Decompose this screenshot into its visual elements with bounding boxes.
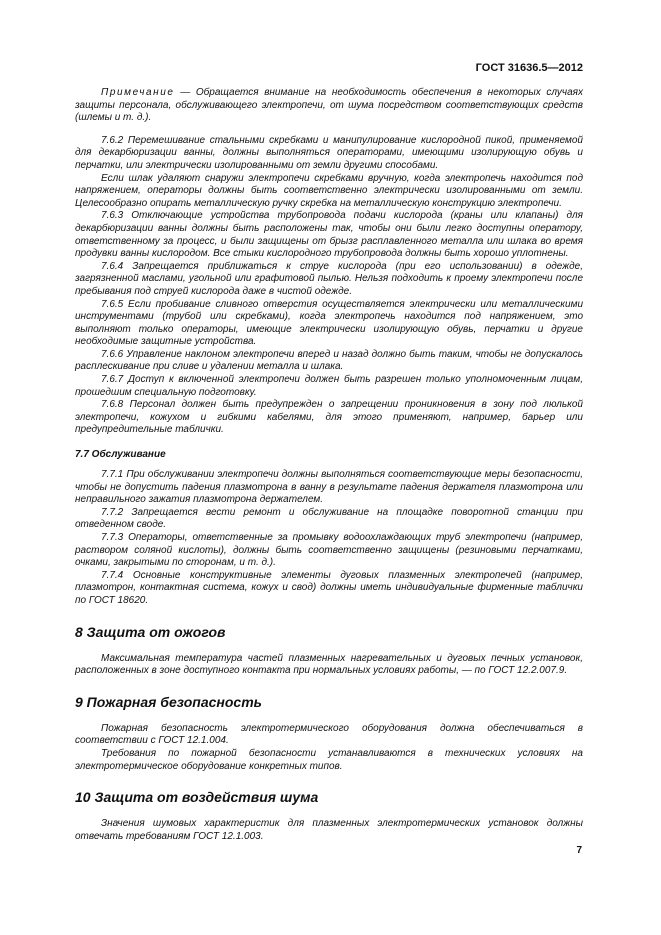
- paragraph-7-6-7: 7.6.7 Доступ к включенной электропечи должен быть разрешен только уполномоченным лицам, прошедшим специальную подготовку.: [75, 374, 583, 398]
- note-paragraph: [75, 87, 583, 125]
- paragraph-7-6-6: 7.6.6 Управление наклоном электропечи вперед и назад должно быть таким, чтобы не допускалось расплескивание при сливе и удалении металла и шлака.: [75, 348, 583, 373]
- paragraph-7-7-3: 7.7.3 Операторы, ответственные за промывку водоохлаждающих труб электропечи (например, раствором соляной кислоты), должны быть соответственно защищены (резиновыми перчатками, очками, закрытыми по сторонам, и т. д.).: [75, 532, 583, 569]
- paragraph-9-2: Требования по пожарной безопасности устанавливаются в технических условиях на электротермическое оборудование конкретных типов.: [75, 747, 583, 772]
- section-10-heading: 10 Защита от воздействия шума: [75, 789, 319, 806]
- section-9-heading: 9 Пожарная безопасность: [75, 693, 262, 710]
- paragraph-7-6-4: 7.6.4 Запрещается приближаться к струе кислорода (при его использовании) в одежде, загрязненной маслами, угольной или графитовой пылью. Нельзя подходить к проему электропечи после пребывания под струей кислорода даже в чистой одежде.: [75, 260, 583, 297]
- paragraph-7-6-5: 7.6.5 Если пробивание сливного отверстия осуществляется электрически или металлическими инструментами (трубой или скребками), когда электропечь находится под напряжением, это выполняют только операторы, имеющие электрически изолирующую обувь, перчатки и другие необходимые защитные устройства.: [75, 298, 583, 348]
- paragraph-7-6-8: 7.6.8 Персонал должен быть предупрежден о запрещении проникновения в зону под люлькой электропечи, кожухом и гибкими кабелями, для этого применяют, например, барьер или предупредительные таблички.: [75, 399, 583, 436]
- document-header: ГОСТ 31636.5—2012: [475, 62, 583, 74]
- note-label: Примечание: [101, 87, 175, 98]
- paragraph-9-1: Пожарная безопасность электротермического оборудования должна обеспечиваться в соответствии с ГОСТ 12.1.004.: [75, 722, 583, 747]
- page-body: [75, 87, 583, 843]
- paragraph-8: Максимальная температура частей плазменных нагревательных и дуговых печных установок, расположенных в зоне доступного контакта при нормальных условиях работы, — по ГОСТ 12.2.007.9.: [75, 652, 583, 677]
- paragraph-10: Значения шумовых характеристик для плазменных электротермических установок должны отвечать требованиям ГОСТ 12.1.003.: [75, 818, 583, 842]
- paragraph-7-6-2: 7.6.2 Перемешивание стальными скребками и манипулирование кислородной пикой, применяемой для декарбюризации ванны, должны выполняться операторами, имеющими изолирующую обувь и перчатки, или электрически изолированными от земли другими способами.: [75, 134, 583, 171]
- paragraph-7-7-2: 7.7.2 Запрещается вести ремонт и обслуживание на площадке поворотной станции при отведенном своде.: [75, 506, 583, 531]
- paragraph-7-6-2-continued: Если шлак удаляют снаружи электропечи скребками вручную, когда электропечь находится под напряжением, операторы должны быть соответственно электрически изолированными от земли. Целесообразно опирать металлическую ручку скребка на металлическую конструкцию электропечи.: [75, 172, 583, 209]
- note-text: — Обращается внимание на необходимость обеспечения в некоторых случаях защиты персонала, обслуживающего электропечи, от шума посредством соответствующих средств (шлемы и т. д.).: [75, 87, 583, 124]
- section-8-heading: 8 Защита от ожогов: [75, 623, 226, 640]
- paragraph-7-7-4: 7.7.4 Основные конструктивные элементы дуговых плазменных электропечей (например, плазмотрон, контактная система, кожух и свод) должны иметь индивидуальные фирменные таблички по ГОСТ 18620.: [75, 569, 583, 606]
- page-number: 7: [576, 845, 582, 856]
- paragraph-7-6-3: 7.6.3 Отключающие устройства трубопровода подачи кислорода (краны или клапаны) для декарбюризации ванны должны быть расположены так, чтобы они были легко доступны оператору, ответственному за процесс, и были защищены от брызг расплавленного металла или шлака во время продувки ванны кислородом. Все стыки кислородного трубопровода должны быть хорошо уплотнены.: [75, 210, 583, 260]
- section-7-7-heading: 7.7 Обслуживание: [75, 449, 166, 461]
- paragraph-7-7-1: 7.7.1 При обслуживании электропечи должны выполняться соответствующие меры безопасности, чтобы не допустить падения плазмотрона в ванну в результате падения держателя плазмотрона или неправильного зажатия плазмотрона держателем.: [75, 469, 583, 506]
